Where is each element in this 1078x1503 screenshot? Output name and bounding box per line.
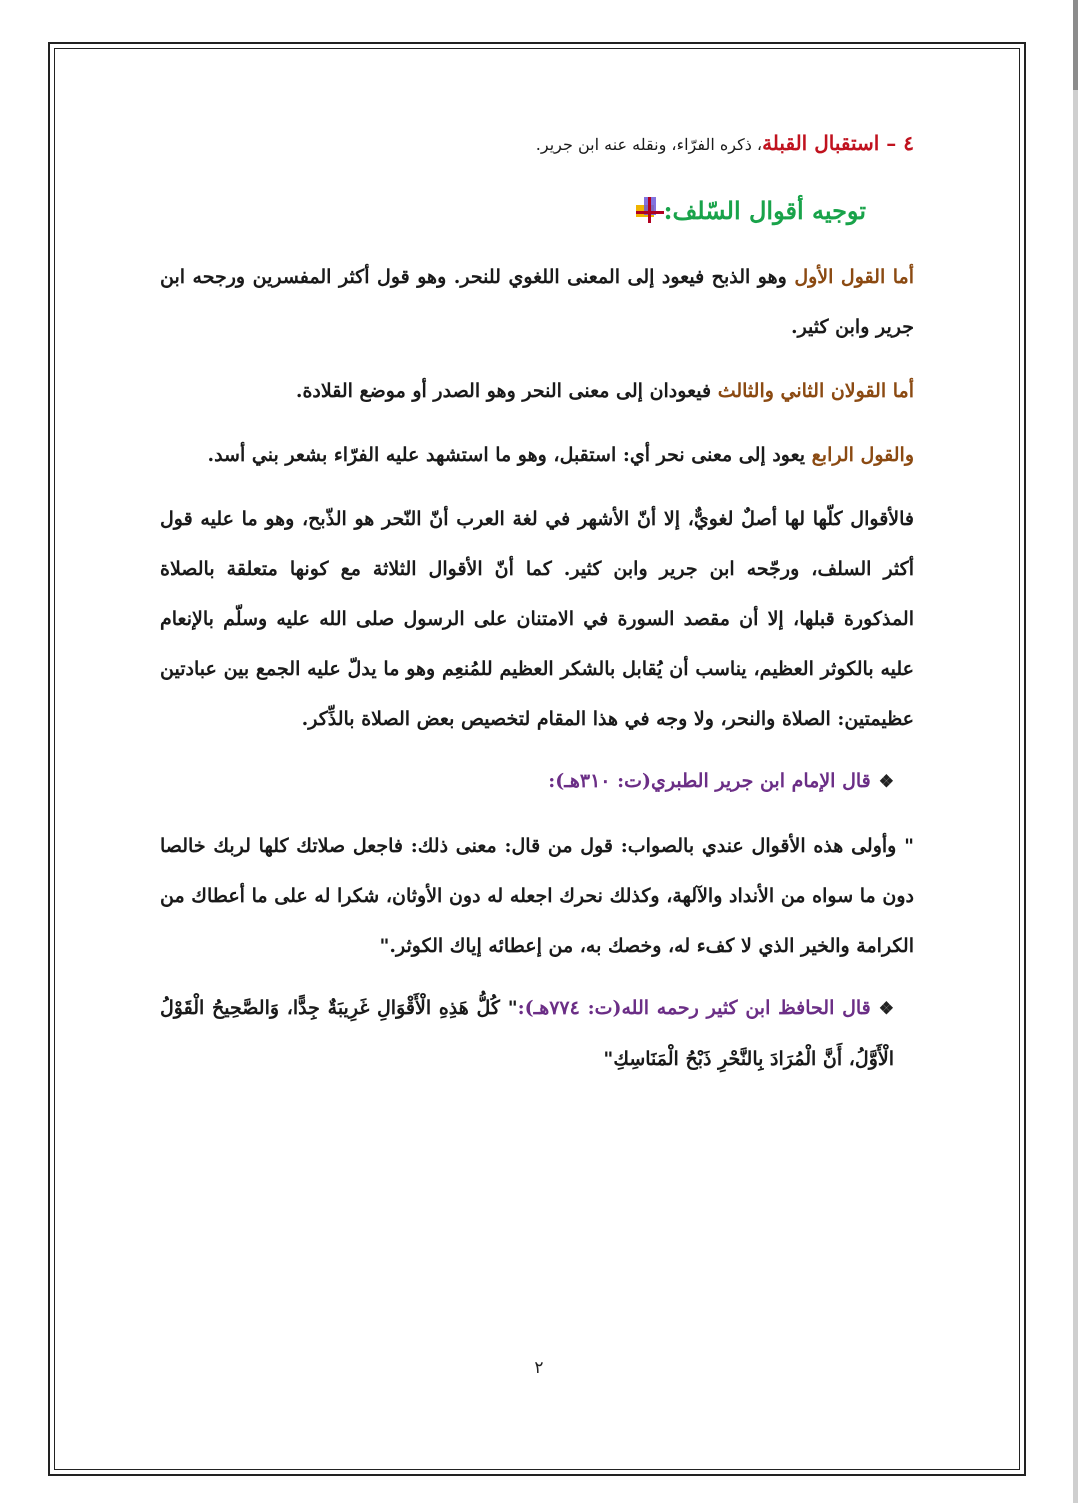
paragraph-2-text: فيعودان إلى معنى النحر وهو الصدر أو موضع القلادة. bbox=[295, 380, 718, 402]
item4-heading: ٤ – استقبال القبلة bbox=[762, 131, 914, 155]
scrollbar-thumb[interactable] bbox=[1073, 0, 1078, 90]
diamond-bullet-icon: ❖ bbox=[878, 999, 895, 1019]
quote-2-heading-text: قال الحافظ ابن كثير رحمه الله(ت: ٧٧٤هـ): bbox=[517, 997, 871, 1019]
list-item-4 bbox=[160, 128, 914, 160]
quote-2 bbox=[160, 983, 914, 1084]
paragraph-1 bbox=[160, 252, 914, 352]
quote-1-heading-text: قال الإمام ابن جرير الطبري(ت: ٣١٠هـ): bbox=[548, 770, 871, 792]
paragraph-1-lead: أما القول الأول bbox=[794, 266, 914, 288]
quote-2-text: " كُلُّ هَذِهِ الْأَقْوَالِ غَرِيبَةٌ جِدًّا، وَالصَّحِيحُ الْقَوْلُ الْأَوَّلُ، أَنَّ الْمُرَادَ بِالنَّحْرِ ذَبْحُ الْمَنَاسِكِ" bbox=[160, 997, 894, 1070]
paragraph-3-text: يعود إلى معنى نحر أي: استقبل، وهو ما استشهد عليه الفرّاء بشعر بني أسد. bbox=[207, 444, 812, 466]
paragraph-2 bbox=[160, 366, 914, 416]
item4-text: ، ذكره الفرّاء، ونقله عنه ابن جرير. bbox=[535, 135, 763, 154]
paragraph-4 bbox=[160, 494, 914, 744]
paragraph-3 bbox=[160, 430, 914, 480]
paragraph-3-lead: والقول الرابع bbox=[811, 444, 914, 466]
document-body bbox=[160, 128, 914, 1084]
quote-1-text: " وأولى هذه الأقوال عندي بالصواب: قول من قال: معنى ذلك: فاجعل صلاتك كلها لربك خالصا دون ما سواه من الأنداد والآلهة، وكذلك نحرك اجعله له دون الأوثان، شكرا له على ما أعطاك من الكرامة والخير الذي لا كفء له، وخصك به، من إعطائه إياك الكوثر." bbox=[160, 835, 914, 957]
paragraph-2-lead: أما القولان الثاني والثالث bbox=[717, 380, 914, 402]
diamond-bullet-icon: ❖ bbox=[878, 772, 894, 792]
quote-1 bbox=[160, 821, 914, 971]
paragraph-4-text: فالأقوال كلّها لها أصلٌ لغويٌّ، إلا أنّ الأشهر في لغة العرب أنّ النّحر هو الذّبح، وهو ما عليه قول أكثر السلف، ورجّحه ابن جرير وابن كثير. كما أنّ الأقوال الثلاثة مع كونها متعلقة بالصلاة المذكورة قبلها، إلا أن مقصد السورة في الامتنان على الرسول صلى الله عليه وسلّم بالإنعام عليه بالكوثر العظيم، يناسب أن يُقابل بالشكر العظيم للمُنعِم وهو ما يدلّ عليه الجمع بين عبادتين عظيمتين: الصلاة والنحر، ولا وجه في هذا المقام لتخصيص بعض الصلاة بالذِّكر. bbox=[160, 508, 914, 730]
scrollbar[interactable] bbox=[1073, 0, 1078, 1503]
page-number: ٢ bbox=[534, 1358, 544, 1378]
section-title: توجيه أقوال السّلف: bbox=[663, 195, 866, 225]
quote-1-heading bbox=[160, 756, 914, 807]
bookmark-icon bbox=[636, 197, 664, 223]
paragraph-1-text: وهو الذبح فيعود إلى المعنى اللغوي للنحر. وهو قول أكثر المفسرين ورجحه ابن جرير وابن كثير. bbox=[160, 266, 914, 338]
section-heading bbox=[160, 190, 914, 230]
